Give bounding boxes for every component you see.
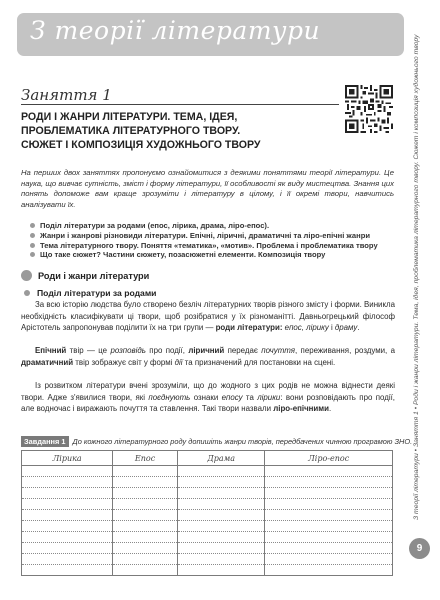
- answer-cell[interactable]: [22, 521, 113, 532]
- answer-cell[interactable]: [177, 521, 264, 532]
- column-header-drama: Драма: [177, 451, 264, 466]
- answer-cell[interactable]: [113, 521, 178, 532]
- running-side-title: З теорії літератури • Заняття 1 • Роди і жанри літератури. Тема, ідея, проблематика літературного твору. Сюжет і композиція художнього твору: [413, 34, 420, 520]
- table-row: [22, 510, 393, 521]
- answer-cell[interactable]: [113, 510, 178, 521]
- text-run: : вони розповідають про події, але водночас і виражають почуття та ставлення. Такі твори назвали: [21, 392, 395, 413]
- table-row: [22, 532, 393, 543]
- text-run: передає: [224, 346, 262, 355]
- paragraph-lyro-epic: [21, 380, 395, 415]
- table-row: [22, 521, 393, 532]
- text-run: про події,: [145, 346, 189, 355]
- answer-cell[interactable]: [22, 510, 113, 521]
- answer-cell[interactable]: [265, 565, 393, 576]
- answer-cell[interactable]: [113, 466, 178, 477]
- answer-cell[interactable]: [22, 466, 113, 477]
- term-italic: поєднують: [148, 392, 191, 402]
- answer-cell[interactable]: [22, 554, 113, 565]
- answer-cell[interactable]: [177, 565, 264, 576]
- qr-code-icon[interactable]: [345, 85, 393, 133]
- answer-cell[interactable]: [113, 543, 178, 554]
- genre-table: [21, 450, 393, 576]
- task-heading: [21, 436, 412, 447]
- answer-cell[interactable]: [113, 554, 178, 565]
- term-italic: епосу: [221, 392, 243, 402]
- topic-list: [30, 221, 395, 260]
- answer-cell[interactable]: [177, 477, 264, 488]
- answer-cell[interactable]: [22, 499, 113, 510]
- answer-cell[interactable]: [22, 543, 113, 554]
- list-item-text: Жанри і жанрові різновиди літератури. Епічні, ліричні, драматичні та ліро-епічні жанри: [40, 230, 371, 240]
- term-bold: драматичний: [21, 357, 74, 367]
- answer-cell[interactable]: [113, 532, 178, 543]
- term-bold: ліро-епічними: [273, 404, 329, 413]
- list-item: [30, 221, 395, 231]
- answer-cell[interactable]: [265, 466, 393, 477]
- answer-cell[interactable]: [22, 565, 113, 576]
- table-header-row: [22, 451, 393, 466]
- answer-cell[interactable]: [22, 477, 113, 488]
- text-run: .: [328, 404, 332, 413]
- text-run: , переживання, роздуми, а: [294, 346, 396, 355]
- text-run: та призначений для постановки на сцені.: [182, 357, 336, 367]
- term-italic: лірики: [257, 392, 281, 402]
- task-instruction: До кожного літературного роду допишіть жанри творів, передбачених чинною програмою ЗНО.: [72, 437, 413, 446]
- term-italic: епос, лірику: [282, 323, 329, 332]
- intro-paragraph: На перших двох заняттях пропонуємо ознайомитися з деякими поняттями теорії літератури. Це наука, що вивчає сутність, зміст і форму літератури, її особливості як виду мистецтва. Знання цих понять допоможе вам краще зрозуміти і літературу в цілому, і її окремі твори, навчитись аналізувати їх.: [21, 168, 394, 209]
- bullet-icon: [30, 223, 35, 228]
- answer-cell[interactable]: [177, 510, 264, 521]
- term-bold: ліричний: [188, 346, 225, 355]
- table-row: [22, 466, 393, 477]
- answer-cell[interactable]: [265, 554, 393, 565]
- term-italic: дії: [174, 357, 183, 367]
- answer-cell[interactable]: [265, 499, 393, 510]
- answer-cell[interactable]: [113, 499, 178, 510]
- text-run: Із розвитком літератури вчені зрозуміли, що до жодного з цих родів не можна віднести деякі твори. Адже з'явилися твори, які: [21, 381, 395, 402]
- answer-cell[interactable]: [265, 477, 393, 488]
- text-run: твір — це: [66, 346, 111, 355]
- list-item: [30, 241, 395, 251]
- lesson-title-line: РОДИ І ЖАНРИ ЛІТЕРАТУРИ. ТЕМА, ІДЕЯ,: [21, 111, 238, 123]
- answer-cell[interactable]: [265, 510, 393, 521]
- text-run: За всю історію людства було створено безліч літературних творів різного змісту і форми. Виникла необхідність класифікувати ці твори, щоб розібратися у їх різноманітті. Давньогрецький філософ Арістотель запропонував поділити їх на три групи —: [21, 300, 395, 332]
- task-badge: Завдання 1: [21, 436, 69, 447]
- list-item-text: Поділ літератури за родами (епос, лірика, драма, ліро-епос).: [40, 221, 270, 230]
- list-item: [30, 250, 395, 260]
- bullet-icon: [30, 252, 35, 257]
- bullet-icon: [30, 243, 35, 248]
- paragraph-literary-kinds: [21, 299, 395, 334]
- answer-cell[interactable]: [265, 543, 393, 554]
- bullet-icon: [30, 233, 35, 238]
- section-title: Роди і жанри літератури: [38, 270, 150, 281]
- answer-cell[interactable]: [265, 532, 393, 543]
- column-header-lyric: Лірика: [22, 451, 113, 466]
- text-run: ознаки: [190, 392, 222, 402]
- term-bold: роди літератури:: [215, 323, 283, 332]
- table-row: [22, 477, 393, 488]
- column-header-epic: Епос: [113, 451, 178, 466]
- lesson-title-line: СЮЖЕТ І КОМПОЗИЦІЯ ХУДОЖНЬОГО ТВОРУ: [21, 139, 261, 151]
- list-item-text: Що таке сюжет? Частини сюжету, позасюжетні елементи. Композиція твору: [40, 250, 326, 260]
- lesson-divider: [21, 104, 339, 105]
- table-row: [22, 565, 393, 576]
- answer-cell[interactable]: [113, 488, 178, 499]
- section-heading: [21, 269, 149, 282]
- lesson-title: [21, 110, 339, 152]
- answer-cell[interactable]: [177, 543, 264, 554]
- answer-cell[interactable]: [177, 499, 264, 510]
- subsection-marker-icon: [24, 290, 30, 296]
- lesson-label: Заняття 1: [21, 86, 112, 104]
- lesson-title-line: ПРОБЛЕМАТИКА ЛІТЕРАТУРНОГО ТВОРУ.: [21, 125, 241, 137]
- page-number: 9: [416, 543, 423, 554]
- answer-cell[interactable]: [177, 488, 264, 499]
- term-italic: драму: [334, 323, 358, 332]
- answer-cell[interactable]: [22, 532, 113, 543]
- paragraph-kind-definitions: [21, 345, 395, 368]
- column-header-lyro-epic: Ліро-епос: [265, 451, 393, 466]
- term-italic: почуття: [261, 346, 295, 355]
- table-row: [22, 499, 393, 510]
- answer-cell[interactable]: [177, 554, 264, 565]
- answer-cell[interactable]: [113, 565, 178, 576]
- text-run: та: [242, 392, 258, 402]
- answer-cell[interactable]: [22, 488, 113, 499]
- table-row: [22, 543, 393, 554]
- list-item-text: Тема літературного твору. Поняття «тематика», «мотив». Проблема і проблематика твору: [40, 240, 378, 250]
- section-marker-icon: [21, 270, 32, 281]
- answer-cell[interactable]: [177, 466, 264, 477]
- subsection-title: Поділ літератури за родами: [37, 287, 157, 298]
- subsection-heading: [24, 287, 156, 298]
- table-row: [22, 488, 393, 499]
- text-run: твір зображує світ у формі: [73, 357, 175, 367]
- table-row: [22, 554, 393, 565]
- section-header-title: З теорії літератури: [30, 16, 321, 45]
- term-bold: Епічний: [35, 346, 67, 355]
- answer-cell[interactable]: [177, 532, 264, 543]
- list-item: [30, 231, 395, 241]
- term-italic: розповідь: [110, 346, 146, 355]
- answer-cell[interactable]: [113, 477, 178, 488]
- answer-cell[interactable]: [265, 488, 393, 499]
- text-run: .: [357, 323, 360, 332]
- answer-cell[interactable]: [265, 521, 393, 532]
- text-run: і: [328, 323, 335, 332]
